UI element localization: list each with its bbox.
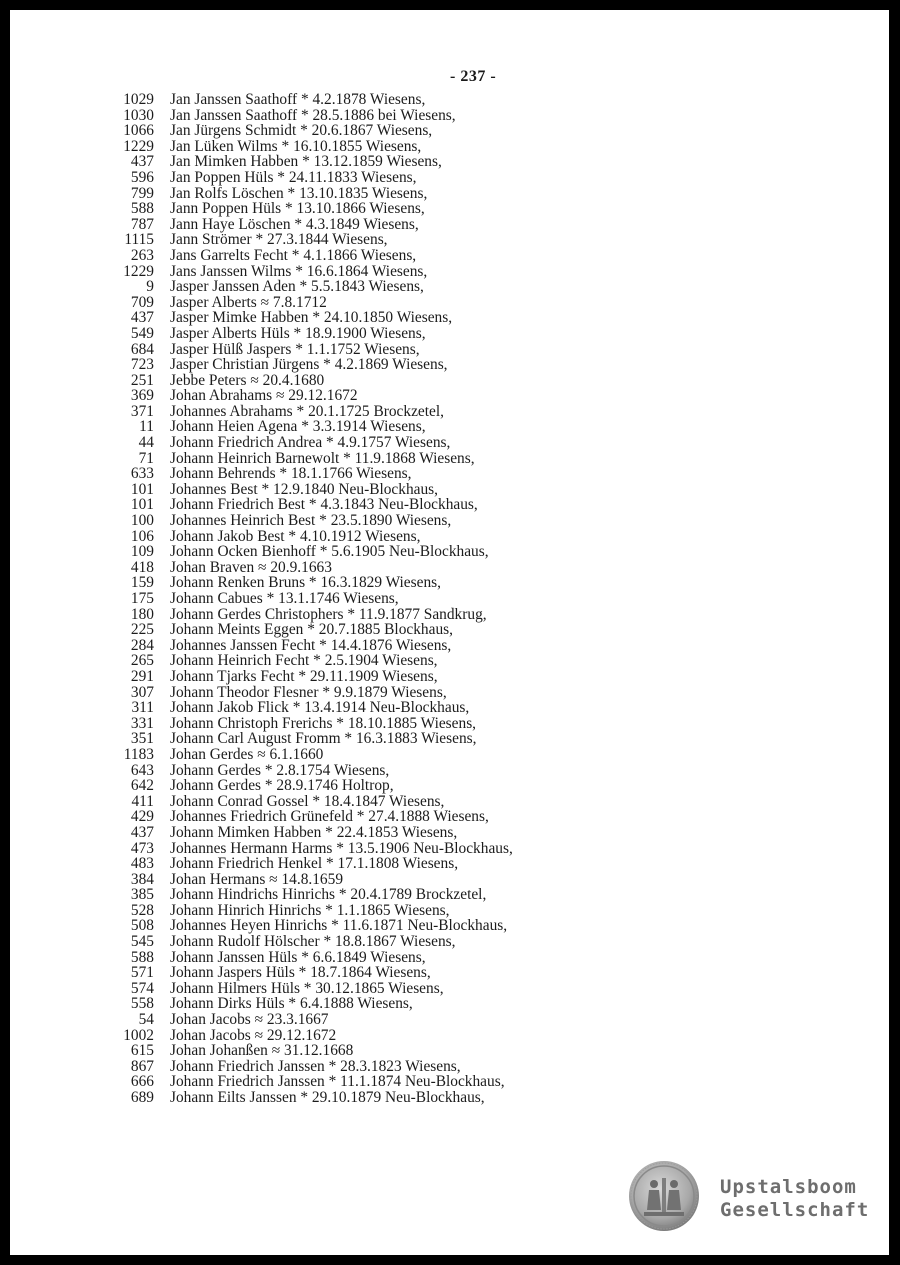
entry-text: Jans Garrelts Fecht * 4.1.1866 Wiesens, <box>170 246 417 264</box>
entry-number: 101 <box>130 480 154 498</box>
list-item <box>10 1059 889 1075</box>
entry-text: Johann Jakob Best * 4.10.1912 Wiesens, <box>170 527 421 545</box>
entry-number: 437 <box>130 823 154 841</box>
list-item <box>10 872 889 888</box>
list-item <box>10 778 889 794</box>
entry-text: Johann Hinrich Hinrichs * 1.1.1865 Wiesens, <box>170 901 450 919</box>
entry-text: Johannes Janssen Fecht * 14.4.1876 Wiesens, <box>170 636 452 654</box>
entry-text: Jan Janssen Saathoff * 28.5.1886 bei Wiesens, <box>170 106 456 124</box>
entry-text: Johann Gerdes * 28.9.1746 Holtrop, <box>170 777 394 795</box>
entry-number: 1066 <box>123 122 154 140</box>
entry-number: 1115 <box>124 231 154 249</box>
entry-text: Jan Rolfs Löschen * 13.10.1835 Wiesens, <box>170 184 428 202</box>
list-item <box>10 794 889 810</box>
list-item <box>10 264 889 280</box>
entry-text: Johann Gerdes Christophers * 11.9.1877 Sandkrug, <box>170 605 487 623</box>
entry-number: 351 <box>130 730 154 748</box>
logo-text <box>720 1176 869 1222</box>
entry-number: 545 <box>130 933 154 951</box>
entry-number: 528 <box>130 901 154 919</box>
entry-text: Johan Hermans ≈ 14.8.1659 <box>170 870 344 888</box>
entry-number: 175 <box>130 590 154 607</box>
entry-list <box>10 92 889 1106</box>
entry-text: Johannes Heyen Hinrichs * 11.6.1871 Neu-Blockhaus, <box>170 917 508 935</box>
entry-number: 558 <box>130 995 154 1013</box>
entry-text: Jasper Hülß Jaspers * 1.1.1752 Wiesens, <box>170 340 420 358</box>
entry-number: 429 <box>130 808 154 826</box>
list-item <box>10 1074 889 1090</box>
list-item <box>10 887 889 903</box>
entry-number: 1229 <box>123 137 154 155</box>
list-item <box>10 731 889 747</box>
list-item <box>10 622 889 638</box>
entry-number: 437 <box>130 153 154 171</box>
entry-number: 291 <box>130 667 154 685</box>
entry-number: 307 <box>130 683 154 701</box>
list-item <box>10 435 889 451</box>
entry-text: Johann Tjarks Fecht * 29.11.1909 Wiesens, <box>170 667 438 685</box>
entry-number: 251 <box>130 371 154 389</box>
entry-number: 1029 <box>123 91 154 108</box>
list-item <box>10 357 889 373</box>
list-item <box>10 653 889 669</box>
list-item <box>10 685 889 701</box>
list-item <box>10 669 889 685</box>
entry-number: 867 <box>130 1057 154 1075</box>
list-item <box>10 607 889 623</box>
entry-number: 508 <box>130 917 154 935</box>
entry-text: Jasper Alberts Hüls * 18.9.1900 Wiesens, <box>170 324 426 342</box>
list-item <box>10 482 889 498</box>
list-item <box>10 638 889 654</box>
list-item <box>10 1012 889 1028</box>
entry-text: Johannes Best * 12.9.1840 Neu-Blockhaus, <box>170 480 439 498</box>
list-item <box>10 326 889 342</box>
entry-text: Johann Christoph Frerichs * 18.10.1885 Wiesens, <box>170 714 477 732</box>
entry-text: Johann Janssen Hüls * 6.6.1849 Wiesens, <box>170 948 426 966</box>
entry-number: 371 <box>130 402 154 420</box>
entry-text: Johann Heinrich Fecht * 2.5.1904 Wiesens, <box>170 652 438 670</box>
entry-number: 109 <box>130 543 154 561</box>
list-item <box>10 1090 889 1106</box>
entry-text: Johann Friedrich Janssen * 11.1.1874 Neu-Blockhaus, <box>170 1073 505 1091</box>
logo-line-1: Upstalsboom <box>720 1176 857 1198</box>
society-logo <box>628 1160 878 1234</box>
entry-text: Johann Friedrich Best * 4.3.1843 Neu-Blockhaus, <box>170 496 478 514</box>
entry-number: 642 <box>130 777 154 795</box>
entry-number: 1030 <box>123 106 154 124</box>
list-item <box>10 591 889 607</box>
entry-text: Johann Conrad Gossel * 18.4.1847 Wiesens, <box>170 792 445 810</box>
list-item <box>10 841 889 857</box>
entry-text: Johann Mimken Habben * 22.4.1853 Wiesens, <box>170 823 458 841</box>
entry-number: 684 <box>130 340 154 358</box>
entry-text: Johann Hilmers Hüls * 30.12.1865 Wiesens, <box>170 979 444 997</box>
list-item <box>10 201 889 217</box>
entry-text: Jasper Mimke Habben * 24.10.1850 Wiesens, <box>170 309 453 327</box>
list-item <box>10 529 889 545</box>
entry-text: Jebbe Peters ≈ 20.4.1680 <box>170 371 325 389</box>
entry-text: Johann Rudolf Hölscher * 18.8.1867 Wiesens, <box>170 933 456 951</box>
entry-number: 71 <box>138 449 154 467</box>
entry-number: 588 <box>130 948 154 966</box>
entry-number: 643 <box>130 761 154 779</box>
entry-text: Johann Hindrichs Hinrichs * 20.4.1789 Brockzetel, <box>170 886 487 904</box>
list-item <box>10 716 889 732</box>
entry-text: Johann Gerdes * 2.8.1754 Wiesens, <box>170 761 390 779</box>
entry-text: Johann Ocken Bienhoff * 5.6.1905 Neu-Blockhaus, <box>170 543 489 561</box>
list-item <box>10 763 889 779</box>
list-item <box>10 934 889 950</box>
list-item <box>10 92 889 108</box>
entry-text: Johann Behrends * 18.1.1766 Wiesens, <box>170 465 412 483</box>
entry-number: 411 <box>131 792 154 810</box>
list-item <box>10 388 889 404</box>
seal-icon <box>628 1160 700 1232</box>
entry-text: Jan Janssen Saathoff * 4.2.1878 Wiesens, <box>170 91 426 108</box>
list-item <box>10 747 889 763</box>
entry-text: Jann Poppen Hüls * 13.10.1866 Wiesens, <box>170 200 425 218</box>
entry-number: 106 <box>130 527 154 545</box>
entry-number: 571 <box>130 964 154 982</box>
entry-number: 787 <box>130 215 154 233</box>
entry-text: Jann Strömer * 27.3.1844 Wiesens, <box>170 231 388 249</box>
list-item <box>10 560 889 576</box>
list-item <box>10 856 889 872</box>
entry-number: 615 <box>130 1042 154 1060</box>
list-item <box>10 279 889 295</box>
entry-number: 709 <box>130 293 154 311</box>
entry-number: 596 <box>130 168 154 186</box>
entry-text: Jasper Alberts ≈ 7.8.1712 <box>170 293 327 311</box>
list-item <box>10 918 889 934</box>
list-item <box>10 170 889 186</box>
list-item <box>10 497 889 513</box>
list-item <box>10 217 889 233</box>
entry-text: Jasper Janssen Aden * 5.5.1843 Wiesens, <box>170 278 424 296</box>
list-item <box>10 451 889 467</box>
entry-number: 418 <box>130 558 154 576</box>
document-page <box>10 10 889 1255</box>
entry-text: Jasper Christian Jürgens * 4.2.1869 Wiesens, <box>170 356 448 374</box>
list-item <box>10 123 889 139</box>
entry-number: 666 <box>130 1073 154 1091</box>
entry-text: Johann Jaspers Hüls * 18.7.1864 Wiesens, <box>170 964 431 982</box>
entry-text: Jan Poppen Hüls * 24.11.1833 Wiesens, <box>170 168 417 186</box>
entry-number: 159 <box>130 574 154 592</box>
list-item <box>10 965 889 981</box>
entry-text: Johann Friedrich Janssen * 28.3.1823 Wiesens, <box>170 1057 461 1075</box>
entry-number: 44 <box>138 434 154 452</box>
entry-number: 549 <box>130 324 154 342</box>
entry-number: 11 <box>139 418 154 436</box>
list-item <box>10 544 889 560</box>
entry-text: Johan Johanßen ≈ 31.12.1668 <box>170 1042 354 1060</box>
entry-text: Jans Janssen Wilms * 16.6.1864 Wiesens, <box>170 262 428 280</box>
list-item <box>10 513 889 529</box>
entry-text: Johannes Heinrich Best * 23.5.1890 Wiesens, <box>170 512 452 530</box>
entry-text: Johann Heien Agena * 3.3.1914 Wiesens, <box>170 418 426 436</box>
list-item <box>10 809 889 825</box>
entry-text: Johann Friedrich Andrea * 4.9.1757 Wiesens, <box>170 434 451 452</box>
entry-text: Johann Dirks Hüls * 6.4.1888 Wiesens, <box>170 995 413 1013</box>
entry-number: 574 <box>130 979 154 997</box>
entry-text: Johan Abrahams ≈ 29.12.1672 <box>170 387 358 405</box>
entry-number: 588 <box>130 200 154 218</box>
logo-line-2: Gesellschaft <box>720 1199 870 1221</box>
list-item <box>10 903 889 919</box>
entry-text: Johann Carl August Fromm * 16.3.1883 Wiesens, <box>170 730 477 748</box>
list-item <box>10 139 889 155</box>
entry-number: 180 <box>130 605 154 623</box>
entry-text: Johann Meints Eggen * 20.7.1885 Blockhaus, <box>170 621 453 639</box>
list-item <box>10 310 889 326</box>
entry-number: 1229 <box>123 262 154 280</box>
entry-number: 225 <box>130 621 154 639</box>
list-item <box>10 825 889 841</box>
entry-number: 384 <box>130 870 154 888</box>
entry-number: 385 <box>130 886 154 904</box>
entry-number: 483 <box>130 855 154 873</box>
entry-text: Johannes Friedrich Grünefeld * 27.4.1888 Wiesens, <box>170 808 489 826</box>
entry-number: 799 <box>130 184 154 202</box>
entry-number: 9 <box>146 278 154 296</box>
list-item <box>10 700 889 716</box>
entry-text: Johan Jacobs ≈ 29.12.1672 <box>170 1026 337 1044</box>
entry-text: Johann Heinrich Barnewolt * 11.9.1868 Wiesens, <box>170 449 475 467</box>
entry-text: Johann Friedrich Henkel * 17.1.1808 Wiesens, <box>170 855 459 873</box>
entry-number: 1183 <box>123 745 154 763</box>
list-item <box>10 419 889 435</box>
list-item <box>10 295 889 311</box>
entry-number: 284 <box>130 636 154 654</box>
entry-text: Jan Mimken Habben * 13.12.1859 Wiesens, <box>170 153 442 171</box>
entry-text: Johann Eilts Janssen * 29.10.1879 Neu-Blockhaus, <box>170 1089 485 1106</box>
entry-text: Johann Theodor Flesner * 9.9.1879 Wiesens, <box>170 683 447 701</box>
list-item <box>10 1028 889 1044</box>
entry-number: 54 <box>138 1011 154 1029</box>
entry-text: Jan Lüken Wilms * 16.10.1855 Wiesens, <box>170 137 422 155</box>
entry-text: Jan Jürgens Schmidt * 20.6.1867 Wiesens, <box>170 122 433 140</box>
list-item <box>10 404 889 420</box>
entry-number: 263 <box>130 246 154 264</box>
entry-number: 437 <box>130 309 154 327</box>
entry-text: Jann Haye Löschen * 4.3.1849 Wiesens, <box>170 215 419 233</box>
list-item <box>10 575 889 591</box>
entry-number: 369 <box>130 387 154 405</box>
entry-text: Johannes Hermann Harms * 13.5.1906 Neu-Blockhaus, <box>170 839 513 857</box>
entry-text: Johan Braven ≈ 20.9.1663 <box>170 558 332 576</box>
entry-number: 723 <box>130 356 154 374</box>
entry-number: 311 <box>131 699 154 717</box>
list-item <box>10 996 889 1012</box>
list-item <box>10 232 889 248</box>
list-item <box>10 950 889 966</box>
entry-text: Johannes Abrahams * 20.1.1725 Brockzetel, <box>170 402 444 420</box>
entry-number: 331 <box>130 714 154 732</box>
list-item <box>10 466 889 482</box>
entry-number: 101 <box>130 496 154 514</box>
entry-text: Johann Renken Bruns * 16.3.1829 Wiesens, <box>170 574 441 592</box>
entry-number: 689 <box>130 1089 154 1106</box>
list-item <box>10 154 889 170</box>
entry-text: Johann Jakob Flick * 13.4.1914 Neu-Blockhaus, <box>170 699 470 717</box>
list-item <box>10 248 889 264</box>
entry-number: 633 <box>130 465 154 483</box>
entry-number: 1002 <box>123 1026 154 1044</box>
list-item <box>10 108 889 124</box>
entry-text: Johann Cabues * 13.1.1746 Wiesens, <box>170 590 399 607</box>
entry-number: 265 <box>130 652 154 670</box>
page-number: - 237 - <box>450 68 497 85</box>
list-item <box>10 186 889 202</box>
entry-text: Johan Gerdes ≈ 6.1.1660 <box>170 745 324 763</box>
entry-number: 100 <box>130 512 154 530</box>
entry-text: Johan Jacobs ≈ 23.3.1667 <box>170 1011 329 1029</box>
list-item <box>10 981 889 997</box>
entry-number: 473 <box>130 839 154 857</box>
list-item <box>10 342 889 358</box>
list-item <box>10 373 889 389</box>
list-item <box>10 1043 889 1059</box>
